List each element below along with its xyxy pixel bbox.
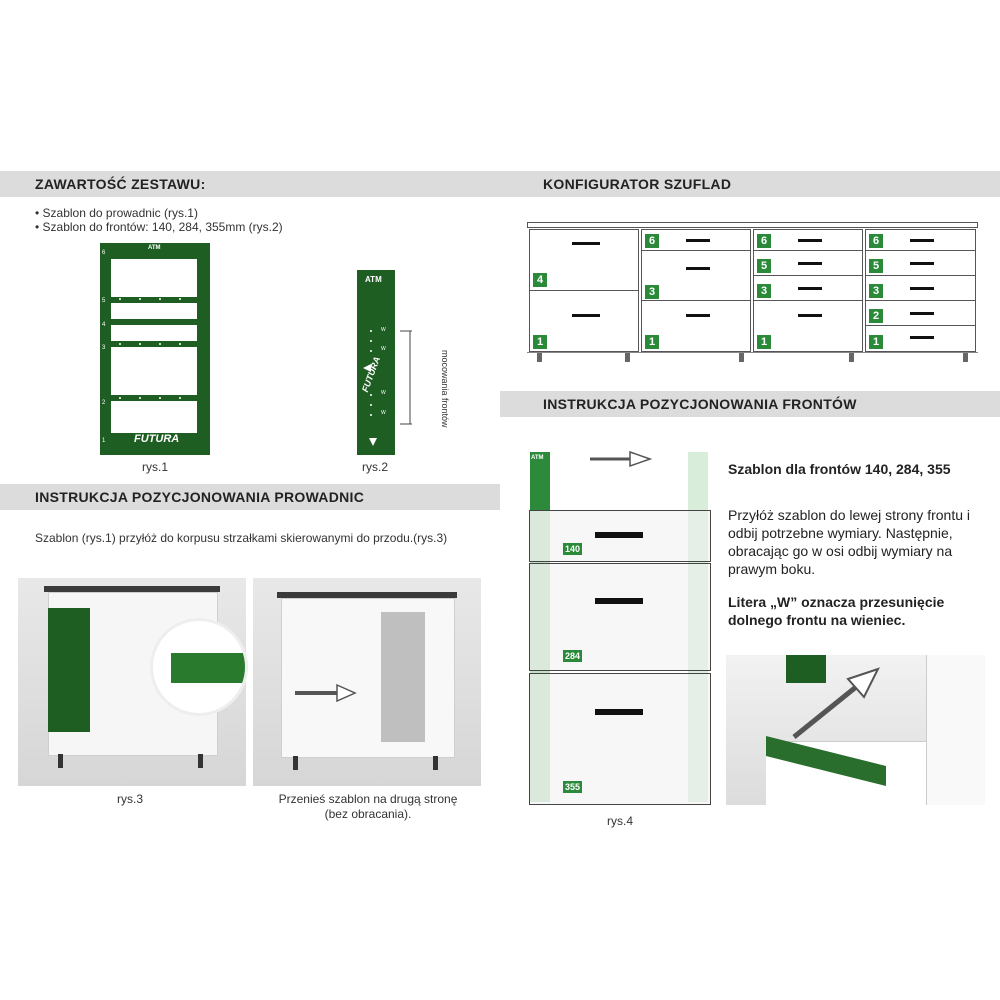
fig4-size-284: 284 xyxy=(565,651,581,661)
fig3-leg-right xyxy=(198,754,203,768)
config-badge: 2 xyxy=(868,308,884,324)
drawer-handle xyxy=(910,287,934,290)
fig4-handle-355 xyxy=(595,709,643,715)
drawer-handle xyxy=(686,314,710,317)
front-template-side-label: mocowania frontów xyxy=(440,350,450,428)
fig4-arrow-icon xyxy=(590,450,652,468)
config-title: KONFIGURATOR SZUFLAD xyxy=(543,176,732,192)
fig3b-caption: Przenieś szablon na drugą stronę (bez obracania). xyxy=(278,792,458,821)
config-badge: 3 xyxy=(756,283,772,299)
guide-mark-2: 2 xyxy=(102,400,106,406)
drawer-handle xyxy=(572,314,600,317)
contents-title: ZAWARTOŚĆ ZESTAWU: xyxy=(35,176,206,192)
drawer-handle xyxy=(686,267,710,270)
fig3b-photo xyxy=(253,578,481,786)
config-badge: 6 xyxy=(868,233,884,249)
config-badge: 6 xyxy=(756,233,772,249)
fig3-photo xyxy=(18,578,246,786)
fig3b-template-ghost xyxy=(381,612,425,742)
config-badge: 4 xyxy=(532,272,548,288)
config-badge: 1 xyxy=(868,334,884,350)
config-badge: 1 xyxy=(532,334,548,350)
front-template-w-4: W xyxy=(381,410,386,416)
fig4-caption: rys.4 xyxy=(606,814,633,828)
drawer-handle xyxy=(910,262,934,265)
front-template-bracket xyxy=(396,330,416,425)
contents-item-2: • Szablon do frontów: 140, 284, 355mm (rys.2) xyxy=(35,220,283,234)
config-drawer xyxy=(642,300,750,301)
drawer-handle xyxy=(910,336,934,339)
fronts-photo-cabinet xyxy=(926,655,985,805)
config-badge: 1 xyxy=(644,334,660,350)
config-column-2 xyxy=(641,229,751,352)
config-drawer xyxy=(642,250,750,251)
fronts-note: Litera „W” oznacza przesunięcie dolnego frontu na wieniec. xyxy=(728,594,945,628)
front-template-logo: ATM xyxy=(365,275,382,284)
config-plinth xyxy=(527,352,978,353)
guide-template-figure xyxy=(100,243,210,455)
config-countertop xyxy=(527,222,978,228)
config-badge: 6 xyxy=(644,233,660,249)
fig1-caption: rys.1 xyxy=(141,460,168,474)
fronts-photo xyxy=(726,655,984,805)
config-leg xyxy=(849,353,854,362)
config-leg xyxy=(963,353,968,362)
fronts-text: Przyłóż szablon do lewej strony frontu i odbij potrzebne wymiary. Następnie, obracając go w osi odbij wymiary na prawym boku. xyxy=(728,507,970,577)
contents-item-1: • Szablon do prowadnic (rys.1) xyxy=(35,206,198,220)
guides-text: Szablon (rys.1) przyłóż do korpusu strzałkami skierowanymi do przodu.(rys.3) xyxy=(35,531,448,545)
guide-template-brand: FUTURA xyxy=(134,433,180,445)
config-diagram xyxy=(527,222,978,372)
front-template-brand: FUTURA xyxy=(360,355,383,394)
config-badge: 1 xyxy=(756,334,772,350)
fig4-size-355: 355 xyxy=(565,782,581,792)
config-badge: 5 xyxy=(756,258,772,274)
config-leg xyxy=(625,353,630,362)
fronts-title: INSTRUKCJA POZYCJONOWANIA FRONTÓW xyxy=(543,396,857,412)
drawer-handle xyxy=(910,312,934,315)
fig4-front-355 xyxy=(529,673,711,805)
fig4-logo: ATM xyxy=(531,455,544,461)
fronts-photo-arrow-icon xyxy=(786,663,886,743)
guides-title: INSTRUKCJA POZYCJONOWANIA PROWADNIC xyxy=(35,489,365,505)
fig3b-cabinet-body xyxy=(281,598,455,758)
drawer-handle xyxy=(910,239,934,242)
config-badge: 3 xyxy=(868,283,884,299)
config-leg xyxy=(537,353,542,362)
front-template-w-1: W xyxy=(381,327,386,333)
fig3b-arrow-icon xyxy=(295,684,357,702)
fig4-handle-140 xyxy=(595,532,643,538)
guide-mark-4: 4 xyxy=(102,322,106,328)
config-column-3 xyxy=(753,229,863,352)
config-leg xyxy=(739,353,744,362)
guide-template-logo: ATM xyxy=(148,245,161,251)
drawer-handle xyxy=(798,239,822,242)
fig3-zoom-circle xyxy=(150,618,248,716)
fig3b-leg-left xyxy=(293,756,298,770)
fronts-heading: Szablon dla frontów 140, 284, 355 xyxy=(728,461,951,477)
fig3b-leg-right xyxy=(433,756,438,770)
fig3-caption: rys.3 xyxy=(116,792,143,806)
fig4-size-140: 140 xyxy=(565,544,581,554)
fig3-leg-left xyxy=(58,754,63,768)
fig2-caption: rys.2 xyxy=(361,460,388,474)
config-badge: 3 xyxy=(644,284,660,300)
fig4-front-284 xyxy=(529,563,711,671)
guide-mark-6: 6 xyxy=(102,250,106,256)
guide-mark-1: 1 xyxy=(102,438,106,444)
drawer-handle xyxy=(572,242,600,245)
config-column-4 xyxy=(865,229,976,352)
drawer-handle xyxy=(798,262,822,265)
front-template-w-2: W xyxy=(381,346,386,352)
front-template-w-3: W xyxy=(381,390,386,396)
config-badge: 5 xyxy=(868,258,884,274)
config-column-1 xyxy=(529,229,639,352)
guide-mark-5: 5 xyxy=(102,298,106,304)
drawer-handle xyxy=(686,239,710,242)
drawer-handle xyxy=(798,287,822,290)
drawer-handle xyxy=(798,314,822,317)
fig4-handle-284 xyxy=(595,598,643,604)
fig3-template xyxy=(48,608,90,732)
guide-mark-3: 3 xyxy=(102,345,106,351)
